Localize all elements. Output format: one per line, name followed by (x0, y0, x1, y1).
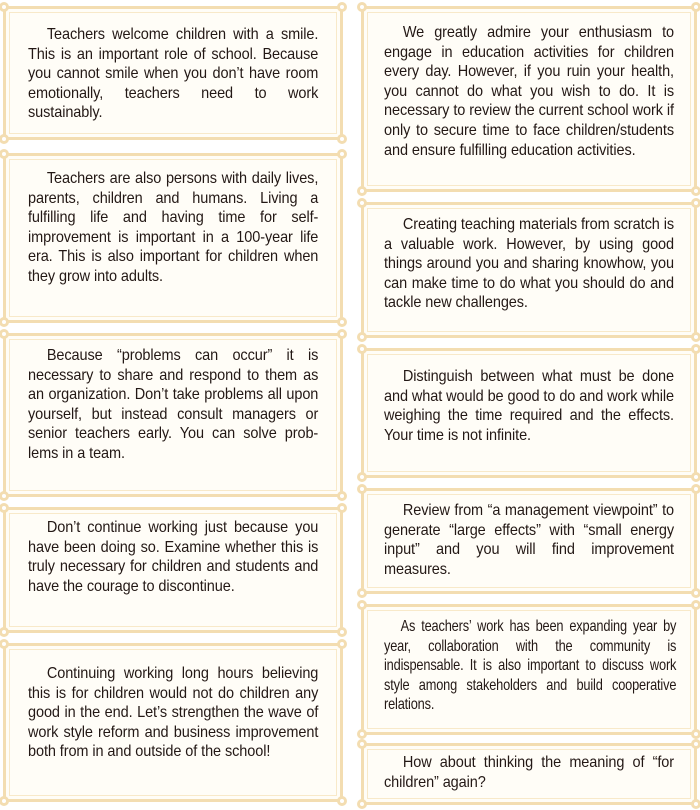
corner-notch (0, 317, 9, 327)
corner-notch (691, 2, 700, 12)
corner-notch (357, 2, 367, 12)
message-card-left-4 (3, 507, 343, 633)
card-text: Continuing working long hours believing this is for children would not do children any good in the end. Let’s strengthen the wave of work style reform and business improvement both from in and outside of the school! (28, 665, 319, 761)
message-card-left-5 (3, 643, 343, 802)
card-text: As teachers’ work has been expanding year by year, collaboration with the community is indispensable. It is also important to discuss work style among stakeholders and build cooperative relations. (384, 618, 677, 714)
message-card-right-2 (361, 202, 697, 338)
corner-notch (337, 2, 347, 12)
corner-notch (357, 344, 367, 354)
corner-notch (357, 799, 367, 809)
corner-notch (691, 332, 700, 342)
card-text: How about thinking the meaning of “for children” again? (384, 754, 675, 791)
message-card-left-2 (3, 153, 343, 323)
corner-notch (691, 186, 700, 196)
corner-notch (337, 503, 347, 513)
corner-notch (691, 600, 700, 610)
message-card-right-5 (361, 604, 697, 735)
corner-notch (357, 472, 367, 482)
corner-notch (337, 491, 347, 501)
card-text: Review from “a management viewpoint” to generate “large effects” with “small energy input” and you will find improvement measures. (384, 502, 675, 578)
corner-notch (691, 472, 700, 482)
corner-notch (337, 317, 347, 327)
corner-notch (337, 149, 347, 159)
message-card-left-1 (3, 6, 343, 140)
message-card-left-3 (3, 333, 343, 497)
corner-notch (0, 329, 9, 339)
corner-notch (337, 796, 347, 806)
message-card-right-1 (361, 6, 697, 192)
corner-notch (357, 198, 367, 208)
card-text: Because “problems can occur” it is necessary to share and respond to them as an organization. Don’t take problems all upon yourself, but instead consult managers or senior teachers early. You can solve problems in a team. (28, 347, 319, 462)
corner-notch (691, 344, 700, 354)
corner-notch (691, 484, 700, 494)
corner-notch (0, 796, 9, 806)
card-text: Teachers are also persons with daily lives, parents, children and humans. Living a fulfilling life and having time for self-improvement is important in a 100-year life era. This is also important for children when they grow into adults. (28, 170, 319, 285)
card-text: Don’t continue working just because you have been doing so. Examine whether this is truly necessary for children and students and have the courage to discontinue. (28, 519, 319, 595)
corner-notch (357, 332, 367, 342)
corner-notch (357, 484, 367, 494)
corner-notch (0, 149, 9, 159)
card-text: We greatly admire your enthusiasm to engage in education activities for children every day. However, if you ruin your health, you cannot do what you wish to do. It is necessary to review the current school work if only to secure time to face children/students and ensure fulfilling education activities. (384, 24, 675, 159)
corner-notch (337, 329, 347, 339)
message-card-right-3 (361, 348, 697, 478)
corner-notch (691, 729, 700, 739)
corner-notch (0, 2, 9, 12)
corner-notch (0, 503, 9, 513)
corner-notch (0, 639, 9, 649)
corner-notch (357, 600, 367, 610)
corner-notch (691, 588, 700, 598)
card-text: Creating teaching materials from scratch is a valuable work. However, by using good things around you and sharing knowhow, you can make time to do what you should do and tackle new challenges. (384, 216, 675, 312)
corner-notch (691, 198, 700, 208)
corner-notch (357, 186, 367, 196)
corner-notch (337, 639, 347, 649)
corner-notch (691, 739, 700, 749)
card-text: Distinguish between what must be done and what would be good to do and work while weighing the time required and the effects. Your time is not infinite. (384, 368, 675, 444)
corner-notch (337, 134, 347, 144)
corner-notch (357, 588, 367, 598)
corner-notch (691, 799, 700, 809)
message-card-right-4 (361, 488, 697, 594)
corner-notch (0, 134, 9, 144)
corner-notch (357, 739, 367, 749)
corner-notch (337, 627, 347, 637)
corner-notch (0, 627, 9, 637)
corner-notch (0, 491, 9, 501)
message-card-right-6 (361, 743, 697, 805)
corner-notch (357, 729, 367, 739)
card-text: Teachers welcome children with a smile. This is an important role of school. Because you cannot smile when you don’t have room emotionally, teachers need to work sustainably. (28, 26, 319, 122)
